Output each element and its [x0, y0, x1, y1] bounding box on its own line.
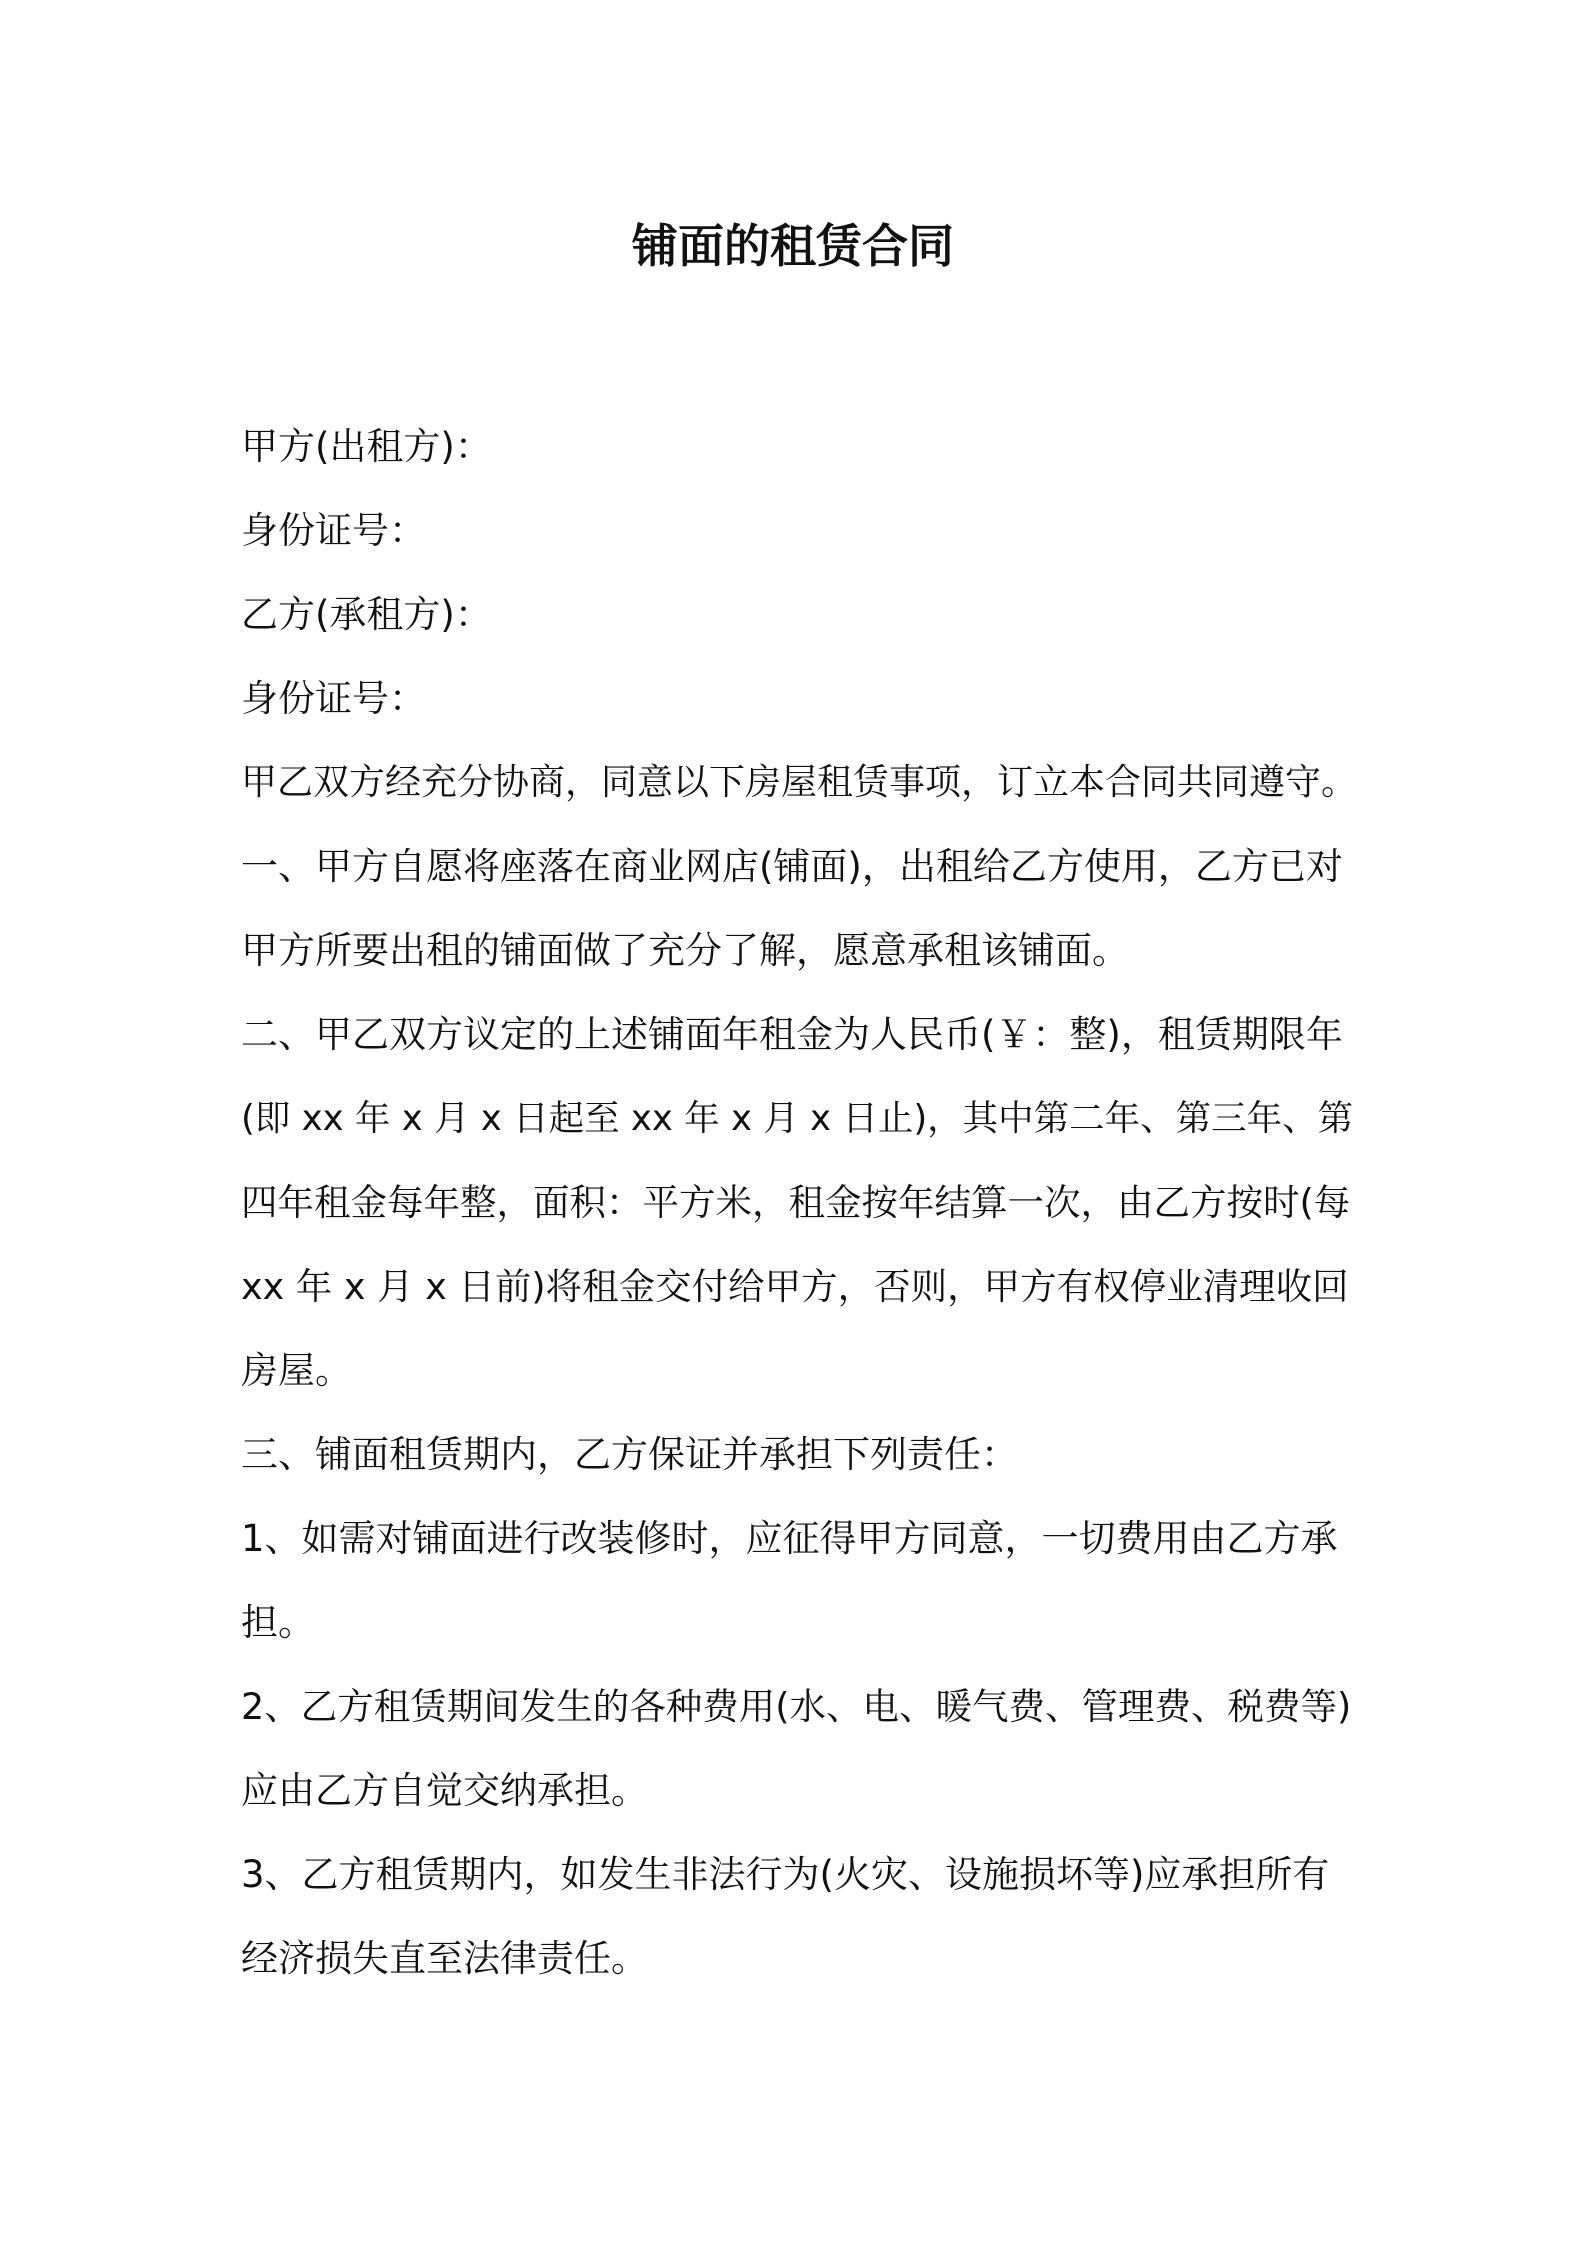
- party-a-line: 甲方(出租方)：: [241, 425, 492, 468]
- party-b-line: 乙方(承租方)：: [241, 593, 492, 636]
- clause-3-item-3-line-1: 3、乙方租赁期内，如发生非法行为(火灾、设施损坏等)应承担所有: [241, 1853, 1330, 1896]
- clause-2-line-4: xx 年 x 月 x 日前)将租金交付给甲方，否则，甲方有权停业清理收回: [241, 1265, 1349, 1308]
- party-a-id-line: 身份证号：: [241, 509, 426, 552]
- document-title: 铺面的租赁合同: [632, 219, 954, 273]
- clause-2-line-1: 二、甲乙双方议定的上述铺面年租金为人民币(￥：整)，租赁期限年: [241, 1013, 1343, 1056]
- party-b-id-line: 身份证号：: [241, 677, 426, 720]
- clause-3-heading: 三、铺面租赁期内，乙方保证并承担下列责任：: [241, 1433, 1018, 1476]
- clause-3-item-3-line-2: 经济损失直至法律责任。: [241, 1937, 648, 1980]
- clause-1-line-2: 甲方所要出租的铺面做了充分了解，愿意承租该铺面。: [241, 929, 1129, 972]
- clause-3-item-1-line-2: 担。: [241, 1601, 315, 1644]
- clause-3-item-2-line-2: 应由乙方自觉交纳承担。: [241, 1769, 648, 1812]
- clause-2-line-3: 四年租金每年整，面积：平方米，租金按年结算一次，由乙方按时(每: [241, 1181, 1351, 1224]
- document-body: [241, 405, 1357, 2001]
- clause-2-line-5: 房屋。: [241, 1349, 352, 1392]
- preamble-line: 甲乙双方经充分协商，同意以下房屋租赁事项，订立本合同共同遵守。: [241, 762, 1357, 803]
- clause-3-item-1-line-1: 1、如需对铺面进行改装修时，应征得甲方同意，一切费用由乙方承: [241, 1517, 1338, 1560]
- clause-2-line-2: (即 xx 年 x 月 x 日起至 xx 年 x 月 x 日止)，其中第二年、第三年、第: [241, 1098, 1354, 1139]
- clause-3-item-2-line-1: 2、乙方租赁期间发生的各种费用(水、电、暖气费、管理费、税费等): [241, 1685, 1352, 1728]
- clause-1-line-1: 一、甲方自愿将座落在商业网店(铺面)，出租给乙方使用，乙方已对: [241, 845, 1343, 888]
